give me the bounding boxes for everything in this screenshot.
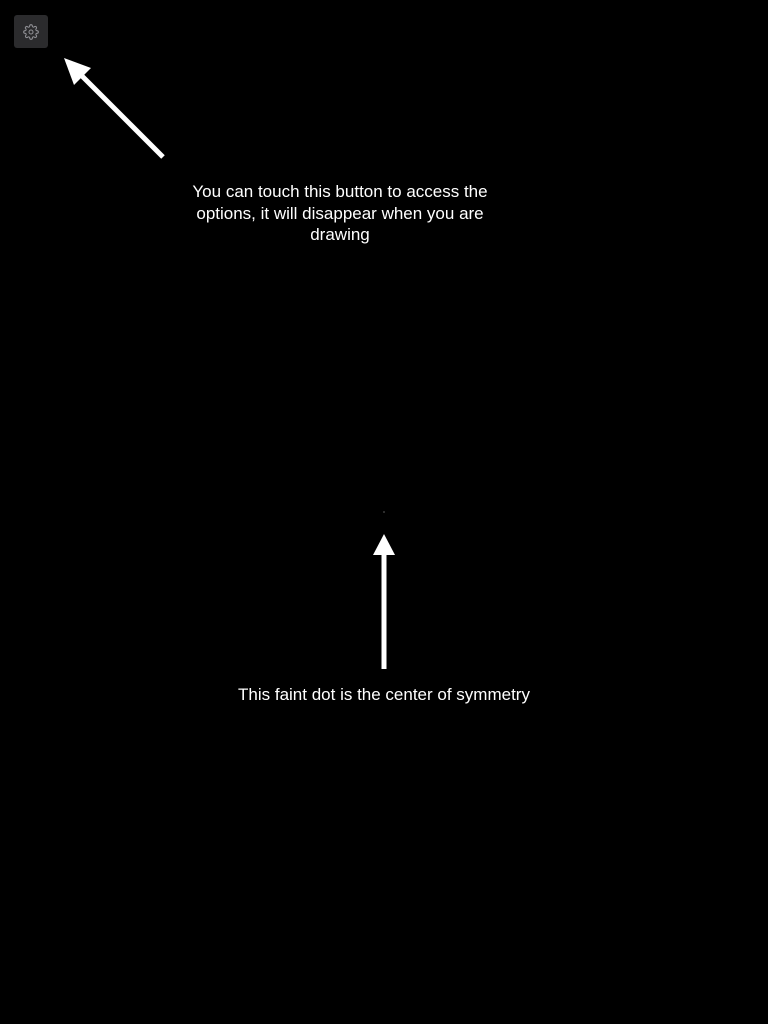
settings-hint-text: You can touch this button to access the options, it will disappear when you are drawing <box>192 182 488 244</box>
settings-button[interactable] <box>14 15 48 48</box>
gear-icon <box>23 24 39 40</box>
center-hint-text: This faint dot is the center of symmetry <box>238 685 530 704</box>
symmetry-center-dot <box>383 511 385 513</box>
